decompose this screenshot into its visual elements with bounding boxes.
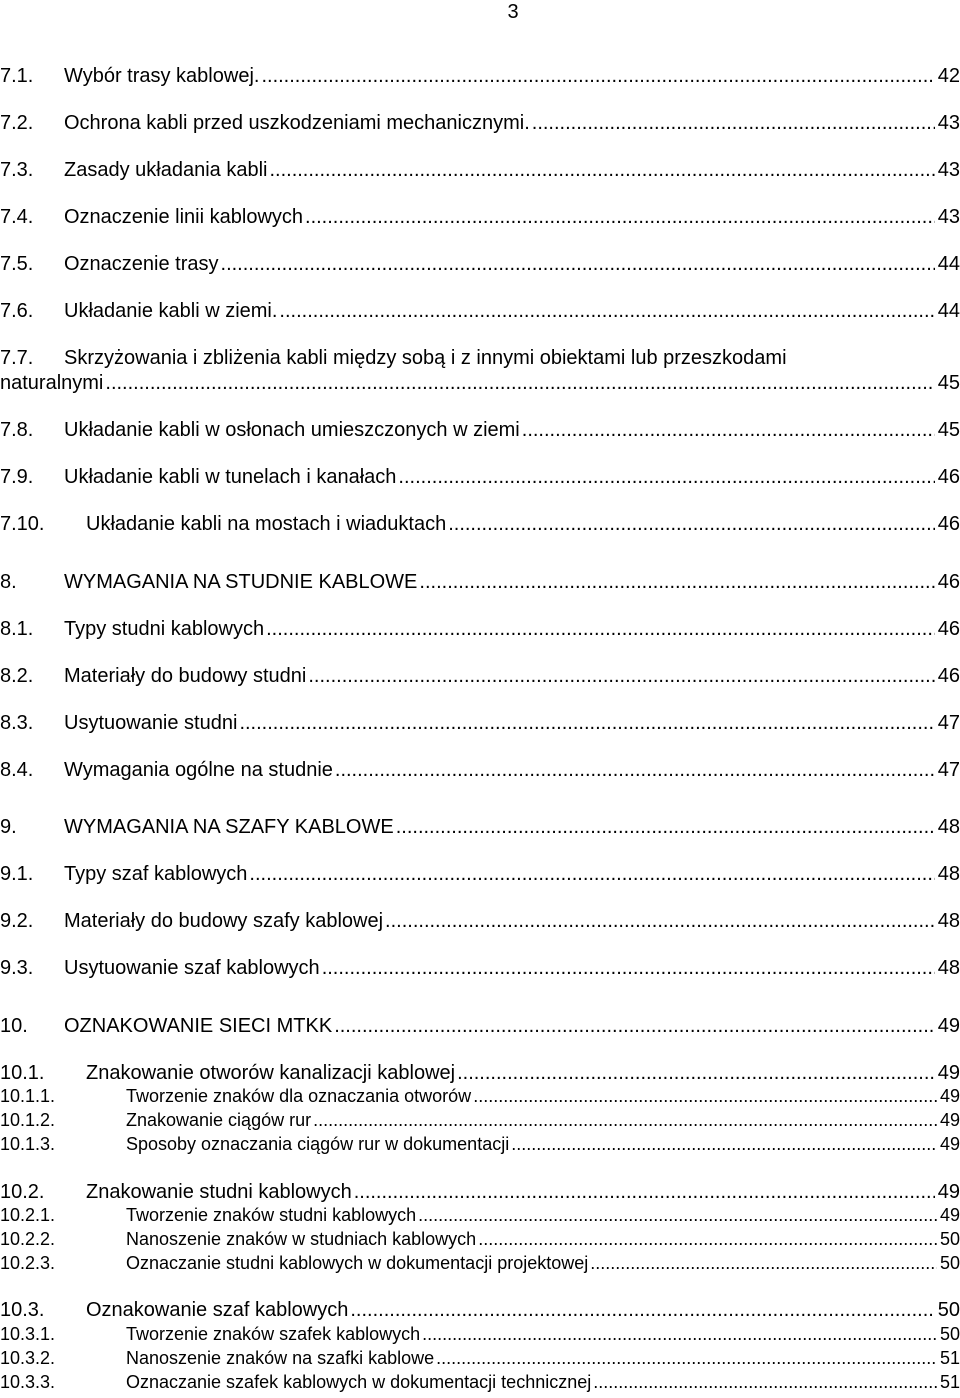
toc-number: 7.1. xyxy=(0,65,34,87)
toc-page: 47 xyxy=(937,712,960,734)
toc-leader xyxy=(396,816,935,839)
toc-page: 50 xyxy=(939,1254,960,1273)
toc-entry[interactable] xyxy=(0,1180,960,1204)
toc-page: 48 xyxy=(937,816,960,838)
toc-page: 49 xyxy=(937,1062,960,1084)
toc-number: 9. xyxy=(0,816,17,838)
toc-entry[interactable] xyxy=(0,909,960,933)
toc-page: 43 xyxy=(937,112,960,134)
toc-leader xyxy=(350,1299,934,1322)
toc-entry[interactable] xyxy=(0,205,960,229)
toc-entry[interactable] xyxy=(0,815,960,839)
toc-number: 7.9. xyxy=(0,466,34,488)
toc-number: 10.2. xyxy=(0,1181,45,1203)
toc-title: OZNAKOWANIE SIECI MTKK xyxy=(64,1015,333,1037)
toc-leader xyxy=(105,372,934,395)
toc-title: Typy studni kablowych xyxy=(64,618,265,640)
toc-leader xyxy=(418,1206,937,1226)
toc-entry[interactable] xyxy=(0,1254,960,1274)
toc-leader xyxy=(308,665,934,688)
toc-page: 45 xyxy=(937,419,960,441)
toc-leader xyxy=(448,513,935,536)
toc-leader xyxy=(457,1062,935,1085)
toc-page: 42 xyxy=(937,65,960,87)
toc-number: 7.10. xyxy=(0,513,45,535)
toc-entry[interactable] xyxy=(0,862,960,886)
toc-leader xyxy=(322,957,935,980)
toc-leader xyxy=(239,712,934,735)
toc-leader xyxy=(279,300,934,323)
toc-entry[interactable] xyxy=(0,346,960,370)
toc-number: 7.2. xyxy=(0,112,34,134)
toc-title: Oznaczenie linii kablowych xyxy=(64,206,304,228)
toc-entry[interactable] xyxy=(0,1111,960,1131)
toc-page: 50 xyxy=(939,1325,960,1344)
toc-entry[interactable] xyxy=(0,1298,960,1322)
toc-entry[interactable] xyxy=(0,956,960,980)
toc-leader xyxy=(398,466,934,489)
toc-title: Zasady układania kabli xyxy=(64,159,268,181)
toc-page: 49 xyxy=(937,1015,960,1037)
toc-number: 10.3.2. xyxy=(0,1349,56,1368)
toc-title: Wybór trasy kablowej. xyxy=(64,65,260,87)
toc-leader xyxy=(221,253,935,276)
toc-page: 46 xyxy=(937,513,960,535)
toc-page: 51 xyxy=(939,1373,960,1392)
toc-entry[interactable] xyxy=(0,1325,960,1345)
toc-title: Materiały do budowy studni xyxy=(64,665,307,687)
toc-title: Układanie kabli w tunelach i kanałach xyxy=(64,466,397,488)
toc-page: 49 xyxy=(939,1087,960,1106)
toc-title: Materiały do budowy szafy kablowej xyxy=(64,910,384,932)
toc-leader xyxy=(478,1230,937,1250)
toc-page: 49 xyxy=(939,1111,960,1130)
toc-number: 7.3. xyxy=(0,159,34,181)
toc-entry[interactable] xyxy=(0,1135,960,1155)
toc-page: 49 xyxy=(937,1181,960,1203)
toc-leader xyxy=(261,65,934,88)
toc-entry[interactable] xyxy=(0,418,960,442)
toc-entry[interactable] xyxy=(0,1061,960,1085)
toc-leader xyxy=(593,1373,937,1393)
toc-title: Tworzenie znaków szafek kablowych xyxy=(126,1325,421,1344)
toc-leader xyxy=(385,910,935,933)
toc-title: Układanie kabli na mostach i wiaduktach xyxy=(86,513,447,535)
toc-page: 51 xyxy=(939,1349,960,1368)
toc-entry[interactable] xyxy=(0,111,960,135)
toc-number: 8.1. xyxy=(0,618,34,640)
toc-leader xyxy=(419,571,934,594)
toc-number: 9.2. xyxy=(0,910,34,932)
toc-page: 46 xyxy=(937,466,960,488)
toc-entry[interactable] xyxy=(0,64,960,88)
toc-entry[interactable] xyxy=(0,1230,960,1250)
toc-page: 48 xyxy=(937,863,960,885)
toc-entry[interactable] xyxy=(0,1206,960,1226)
toc-page: 43 xyxy=(937,206,960,228)
toc-leader xyxy=(436,1349,937,1369)
toc-title: Usytuowanie studni xyxy=(64,712,238,734)
toc-title: Znakowanie studni kablowych xyxy=(86,1181,352,1203)
toc-leader xyxy=(422,1325,937,1345)
toc-page: 44 xyxy=(937,253,960,275)
toc-number: 8.2. xyxy=(0,665,34,687)
toc-page: 44 xyxy=(937,300,960,322)
toc-entry[interactable] xyxy=(0,617,960,641)
toc-title: Ochrona kabli przed uszkodzeniami mechanicznymi. xyxy=(64,112,530,134)
toc-leader xyxy=(522,419,935,442)
toc-page: 46 xyxy=(937,618,960,640)
toc-title: Usytuowanie szaf kablowych xyxy=(64,957,320,979)
toc-title: Typy szaf kablowych xyxy=(64,863,248,885)
toc-leader xyxy=(354,1181,935,1204)
toc-page: 47 xyxy=(937,759,960,781)
toc-leader xyxy=(590,1254,937,1274)
toc-title-continuation: naturalnymi xyxy=(0,372,104,394)
toc-number: 10.2.2. xyxy=(0,1230,56,1249)
toc-page: 46 xyxy=(937,665,960,687)
toc-number: 9.1. xyxy=(0,863,34,885)
toc-leader xyxy=(334,1015,935,1038)
toc-entry[interactable] xyxy=(0,1349,960,1369)
toc-title: Układanie kabli w ziemi. xyxy=(64,300,278,322)
toc-entry[interactable] xyxy=(0,512,960,536)
toc-leader xyxy=(266,618,935,641)
toc-page: 48 xyxy=(937,910,960,932)
toc-number: 10.3. xyxy=(0,1299,45,1321)
toc-number: 10.1.3. xyxy=(0,1135,56,1154)
toc-number: 10.3.3. xyxy=(0,1373,56,1392)
toc-title: Sposoby oznaczania ciągów rur w dokumentacji xyxy=(126,1135,510,1154)
toc-title: Znakowanie ciągów rur xyxy=(126,1111,312,1130)
toc-title: Tworzenie znaków studni kablowych xyxy=(126,1206,417,1225)
toc-title: Wymagania ogólne na studnie xyxy=(64,759,333,781)
toc-entry[interactable] xyxy=(0,252,960,276)
toc-title: Skrzyżowania i zbliżenia kabli między sobą i z innymi obiektami lub przeszkodami xyxy=(64,347,787,369)
toc-page: 43 xyxy=(937,159,960,181)
toc-number: 10.2.3. xyxy=(0,1254,56,1273)
toc-number: 8.3. xyxy=(0,712,34,734)
toc-entry[interactable] xyxy=(0,465,960,489)
toc-number: 8.4. xyxy=(0,759,34,781)
toc-page: 50 xyxy=(939,1230,960,1249)
toc-leader xyxy=(473,1087,937,1107)
toc-page: 46 xyxy=(937,571,960,593)
toc-title: Oznaczanie szafek kablowych w dokumentacji technicznej xyxy=(126,1373,592,1392)
toc-title: Nanoszenie znaków w studniach kablowych xyxy=(126,1230,477,1249)
toc-number: 10. xyxy=(0,1015,28,1037)
toc-page: 50 xyxy=(937,1299,960,1321)
toc-leader xyxy=(269,159,934,182)
toc-leader xyxy=(335,759,935,782)
toc-title: WYMAGANIA NA STUDNIE KABLOWE xyxy=(64,571,418,593)
toc-page: 49 xyxy=(939,1135,960,1154)
toc-leader xyxy=(511,1135,937,1155)
toc-number: 7.7. xyxy=(0,347,34,369)
toc-entry[interactable] xyxy=(0,299,960,323)
toc-number: 10.3.1. xyxy=(0,1325,56,1344)
toc-title: Oznaczanie studni kablowych w dokumentacji projektowej xyxy=(126,1254,589,1273)
toc-title: Tworzenie znaków dla oznaczania otworów xyxy=(126,1087,472,1106)
toc-entry[interactable] xyxy=(0,711,960,735)
toc-entry[interactable] xyxy=(0,570,960,594)
toc-entry[interactable] xyxy=(0,1087,960,1107)
toc-page: 48 xyxy=(937,957,960,979)
toc-number: 7.8. xyxy=(0,419,34,441)
toc-number: 7.5. xyxy=(0,253,34,275)
toc-title: Układanie kabli w osłonach umieszczonych w ziemi xyxy=(64,419,520,441)
toc-title: Oznakowanie szaf kablowych xyxy=(86,1299,349,1321)
toc-number: 10.1. xyxy=(0,1062,45,1084)
toc-entry-continuation[interactable] xyxy=(0,371,960,395)
toc-number: 10.1.1. xyxy=(0,1087,56,1106)
toc-leader xyxy=(532,112,935,135)
toc-number: 8. xyxy=(0,571,17,593)
toc-number: 10.2.1. xyxy=(0,1206,56,1225)
toc-number: 10.1.2. xyxy=(0,1111,56,1130)
toc-entry[interactable] xyxy=(0,158,960,182)
toc-title: WYMAGANIA NA SZAFY KABLOWE xyxy=(64,816,394,838)
toc-page: 45 xyxy=(937,372,960,394)
toc-leader xyxy=(313,1111,937,1131)
toc-leader xyxy=(305,206,935,229)
toc-entry[interactable] xyxy=(0,1373,960,1393)
toc-title: Oznaczenie trasy xyxy=(64,253,219,275)
toc-entry[interactable] xyxy=(0,664,960,688)
toc-entry[interactable] xyxy=(0,1014,960,1038)
toc-number: 7.4. xyxy=(0,206,34,228)
toc-title: Nanoszenie znaków na szafki kablowe xyxy=(126,1349,435,1368)
toc-entry[interactable] xyxy=(0,758,960,782)
toc-number: 9.3. xyxy=(0,957,34,979)
toc-title: Znakowanie otworów kanalizacji kablowej xyxy=(86,1062,456,1084)
toc-number: 7.6. xyxy=(0,300,34,322)
toc-page: 49 xyxy=(939,1206,960,1225)
toc-leader xyxy=(249,863,934,886)
page-number: 3 xyxy=(507,1,519,23)
